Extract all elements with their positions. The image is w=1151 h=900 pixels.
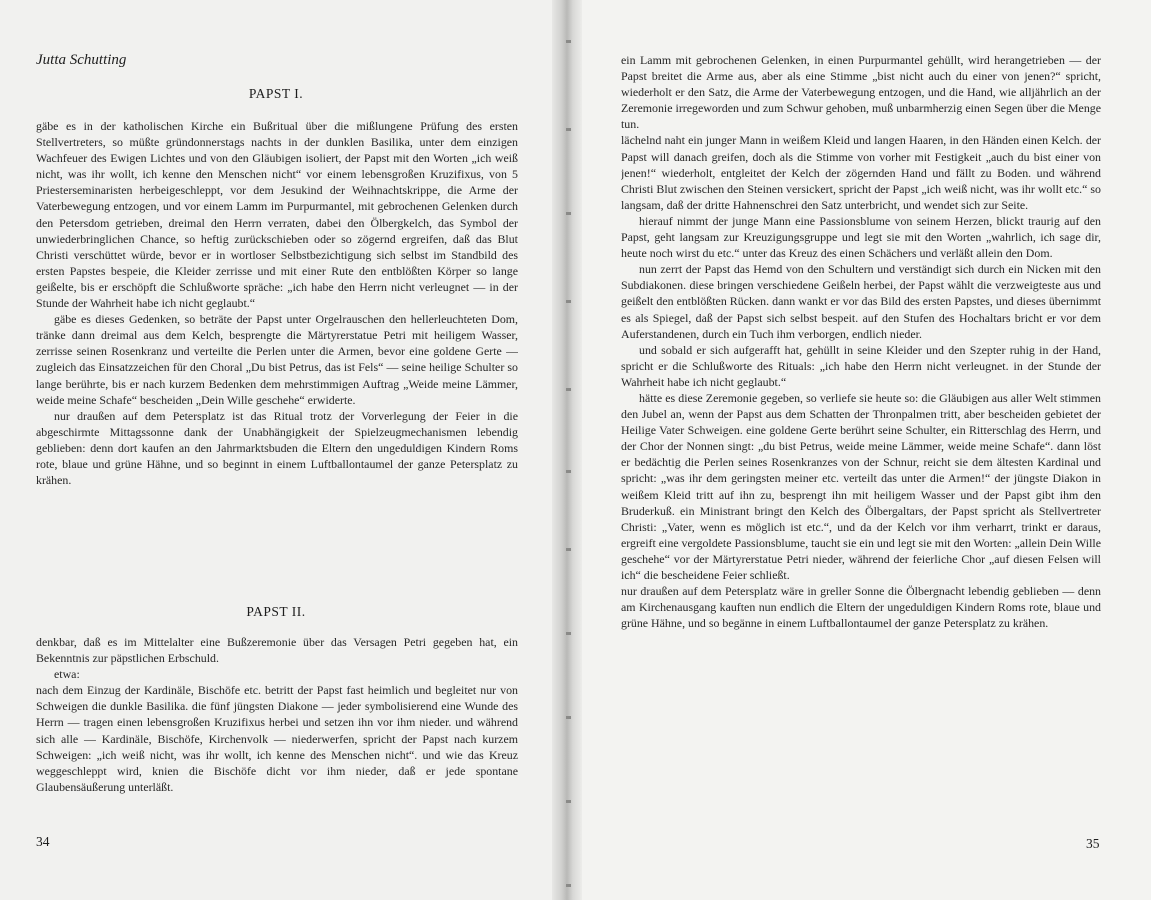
paragraph: lächelnd naht ein junger Mann in weißem Kleid und langen Haaren, in den Händen einen Kelch. der Papst will danach greifen, doch als die Stimme von vorher mit Festigkeit „auch du bist einer von jenen!“ wiederholt, entgleitet der Kelch der zögernden Hand und fällt zu Boden. und während Christi Blut zwischen den Steinen versickert, spricht der Papst „ich weiß nicht, was ihr wollt etc.“ so langsam, daß der dritte Hahnenschrei den Satz unterbricht, und wendet sich zur Seite. [621, 133, 1101, 212]
paragraph: gäbe es dieses Gedenken, so beträte der Papst unter Orgelrauschen den hellerleuchteten Dom, tränke dann dreimal aus dem Kelch, besprengte die Märtyrerstatue Petri mit heiligem Wasser, zerrisse seinen Rosenkranz und verteilte die Perlen unter die Armen, bevor eine goldene Gerte — zugleich das Einsatzzeichen für den Choral „Du bist Petrus, das ist Fels“ — seine heilige Schulter so lange berührte, bis er nach kurzem Bedenken dem mehrstimmigen Auftrag „Weide meine Lämmer, weide meine Schafe“ bescheiden „Dein Wille geschehe“ erwiderte. [36, 312, 518, 407]
paragraph: denkbar, daß es im Mittelalter eine Bußzeremonie über das Versagen Petri gegeben hat, ein Bekenntnis zur päpstlichen Erbschuld. [36, 635, 518, 666]
binding-stitch [566, 212, 571, 215]
binding-stitch [566, 716, 571, 719]
binding-stitch [566, 470, 571, 473]
page-number-right: 35 [1086, 836, 1100, 851]
binding-stitch [566, 388, 571, 391]
paragraph: nun zerrt der Papst das Hemd von den Schultern und verständigt sich durch ein Nicken mit den Subdiakonen. diese bringen verschiedene Geißeln herbei, der Papst wählt die verzweigteste aus und geißelt den entblößten Rücken. dann wankt er vor das Bild des ersten Papstes, und dieses übernimmt es als Spiegel, daß der Papst sich selbst bespeit. auf den Stufen des Hochaltars bricht er vor dem Auferstandenen, durch ein Tuch ihm verborgen, endlich nieder. [621, 262, 1101, 341]
binding-stitch [566, 800, 571, 803]
binding-stitch [566, 632, 571, 635]
left-page [0, 0, 566, 900]
binding-stitch [566, 40, 571, 43]
binding-stitch [566, 548, 571, 551]
page-number-left: 34 [36, 834, 50, 849]
paragraph: ein Lamm mit gebrochenen Gelenken, in einen Purpurmantel gehüllt, wird herangetrieben — der Papst breitet die Arme aus, aber als eine Stimme „bist nicht auch du einer von jenen?“ spricht, wiederholt er den Satz, die Arme der Vaterbewegung entzogen, und die Hand, wie alljährlich an der Zeremonie irregeworden und zum Schwur gehoben, muß unbarmherzig einen Segen über die Menge tun. [621, 53, 1101, 132]
paragraph: hierauf nimmt der junge Mann eine Passionsblume von seinem Herzen, blickt traurig auf den Papst, geht langsam zur Kreuzigungsgruppe und legt sie mit den Worten „wahrlich, ich sage dir, heute noch wirst du etc.“ unter das Kreuz des einen Schächers und verläßt allein den Dom. [621, 213, 1101, 261]
author-name: Jutta Schutting [36, 52, 127, 68]
paragraph: nur draußen auf dem Petersplatz wäre in greller Sonne die Ölbergnacht lebendig geblieben — denn am Kirchenausgang kauften nun endlich die Eltern der ungeduldigen Kindern Roms rote, blaue und grüne Hähne, und so begänne in einem Luftballontaumel der ganze Petersplatz zu krähen. [621, 584, 1101, 631]
paragraph: gäbe es in der katholischen Kirche ein Bußritual über die mißlungene Prüfung des ersten Stellvertreters, so müßte gründonnerstags nachts in der dunklen Basilika, unter dem einzigen Wachfeuer des Ewigen Lichtes und von den Gläubigen isoliert, der Papst mit den Worten „ich weiß nicht, was ihr wollt, ich kenne den Menschen nicht“ vor einem lebensgroßen Kruzifixus, von 5 Priesterseminaristen herbeigeschleppt, vor dem Jesukind der Weihnachtskrippe, die Arme der Vaterbewegung entzogen, und vor einem Lamm im Purpurmantel, mit gebrochenen Gelenken durch den Petersdom getrieben, dreimal den Herrn verraten, dabei den Ölbergkelch, das Symbol der unwiederbringlichen Chance, so heftig zurückschieben oder so zögernd ergreifen, daß das Blut Christi verschüttet würde, bevor er in wortloser Selbstbezichtigung sich selbst im Standbild des ersten Papstes bespeie, die Kleider zerrisse und mit einer Rute den entblößten Körper so lange geißelte, bis er erschöpft die Schlußworte spräche: „ich habe den Herrn nicht verleugnet — in der Stunde der Wahrheit habe ich nicht geglaubt.“ [36, 119, 518, 311]
paragraph: und sobald er sich aufgerafft hat, gehüllt in seine Kleider und den Szepter ruhig in der Hand, spricht er die Schlußworte des Rituals: „ich habe den Herrn nicht verleugnet. in der Stunde der Wahrheit habe ich nicht geglaubt.“ [621, 342, 1101, 389]
section-papst-1 [36, 118, 518, 488]
binding-stitch [566, 300, 571, 303]
binding-stitch [566, 884, 571, 887]
paragraph: etwa: [54, 667, 80, 682]
section-papst-2 [36, 634, 518, 795]
heading-papst-2: PAPST II. [246, 604, 306, 619]
paragraph: nur draußen auf dem Petersplatz ist das Ritual trotz der Vorverlegung der Feier in die abgeschirmte Mittagssonne dank der Unabhängigkeit der Spielzeugmechanismen lebendig geblieben: denn dort kaufen an den Jahrmarktsbuden die Eltern den ungeduldigen Kindern Roms rote, blaue und grüne Hähne, und so beginnt in einem Luftballontaumel der ganze Petersplatz zu krähen. [36, 408, 518, 488]
right-page [566, 0, 1151, 900]
right-page-text [621, 52, 1101, 631]
binding-stitch [566, 128, 571, 131]
paragraph: nach dem Einzug der Kardinäle, Bischöfe etc. betritt der Papst fast heimlich und begleitet nur von Schweigen die dunkle Basilika. die fünf jüngsten Diakone — jeder symbolisierend eine Wunde des Herrn — tragen einen lebensgroßen Kruzifixus herbei und setzen ihn vor ihm nieder. und während sich alle — Kardinäle, Bischöfe, Kirchenvolk — niederwerfen, spricht der Papst nach kurzem Schweigen: „ich weiß nicht, was ihr wollt, ich kenne des Menschen nicht“. und wie das Kreuz weggeschleppt wird, knien die Bischöfe dicht vor ihm nieder, daß er jede spontane Glaubensäußerung unterläßt. [36, 683, 518, 794]
book-spine [552, 0, 582, 900]
heading-papst-1: PAPST I. [248, 86, 304, 101]
paragraph: hätte es diese Zeremonie gegeben, so verliefe sie heute so: die Gläubigen aus aller Welt stimmen den Jubel an, wenn der Papst aus dem Schatten der Thronpalmen tritt, aber bescheiden gebietet der Heilige Vater Schweigen. eine goldene Gerte berührt seine Schulter, ein Ritterschlag des Herrn, und der Chor der Nonnen singt: „du bist Petrus, weide meine Lämmer, weide meine Schafe“. dann löst er bedächtig die Perlen seines Rosenkranzes von der Schnur, reicht sie dem ältesten Kardinal und spricht: „was ihr dem geringsten meiner etc. verteilt das unter die Armen!“ der jüngste Diakon in weißem Kleid tritt auf ihn zu, besprengt ihn mit heiligem Wasser und der Papst gibt ihm den Bruderkuß. ein Ministrant bringt den Kelch des Ölbergaltars, der Papst spricht als Stellvertreter Christi: „Vater, wenn es möglich ist etc.“, und da der Kelch vor ihm verharrt, trinkt er daraus, ergreift eine vergoldete Passionsblume, taucht sie ein und legt sie mit den Worten: „allein Dein Wille geschehe“ vor der Märtyrerstatue Petri nieder, während der feierliche Chor „auf diesen Felsen will ich“ die bescheidene Feier schließt. [621, 390, 1101, 582]
